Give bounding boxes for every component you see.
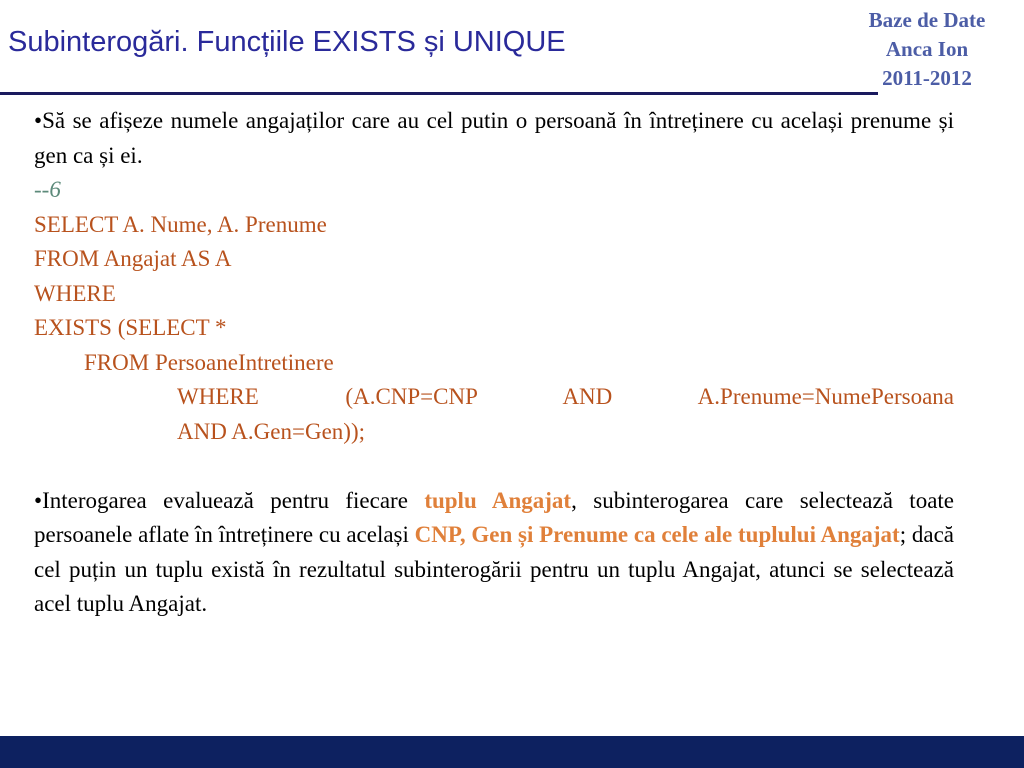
explanation-text-2: , subinterogarea care selectează toate persoanele aflate în întreținere cu același xyxy=(34,487,954,547)
spacer xyxy=(34,449,954,484)
explanation-text-3: ; dacă cel puțin un tuplu există în rezultatul subinterogării pentru un tuplu Angajat, atunci se selectează acel tuplu Angajat. xyxy=(34,522,954,616)
slide-title: Subinterogări. Funcțiile EXISTS și UNIQUE xyxy=(8,26,566,58)
sql-line-subquery-where: WHERE (A.CNP=CNP AND A.Prenume=NumePersoana xyxy=(177,384,954,409)
course-info xyxy=(852,6,1002,93)
sql-line-subquery-from: FROM PersoaneIntretinere xyxy=(84,349,334,375)
sql-line-select: SELECT A. Nume, A. Prenume xyxy=(34,211,327,237)
academic-years: 2011-2012 xyxy=(882,66,972,90)
explanation-paragraph xyxy=(34,484,954,622)
bullet-marker: • xyxy=(34,108,43,133)
author-name: Anca Ion xyxy=(885,37,969,61)
intro-text: Să se afișeze numele angajaților care au cel putin o persoană în întreținere cu același prenume și gen ca și ei. xyxy=(34,108,954,168)
sql-line-from: FROM Angajat AS A xyxy=(34,246,232,271)
highlight-attributes: CNP, Gen și Prenume ca cele ale tuplului Angajat xyxy=(414,522,900,547)
course-name: Baze de Date xyxy=(868,8,986,32)
slide-content xyxy=(34,104,954,622)
intro-paragraph xyxy=(34,104,954,173)
sql-line-exists: EXISTS (SELECT * xyxy=(34,315,227,340)
title-divider xyxy=(0,92,878,95)
sql-line-subquery-and: AND A.Gen=Gen)); xyxy=(177,418,365,444)
query-comment: --6 xyxy=(34,177,61,202)
highlight-tuple: tuplu Angajat xyxy=(424,487,572,513)
explanation-text-1: Interogarea evaluează pentru fiecare xyxy=(42,487,425,513)
sql-line-where: WHERE xyxy=(34,280,116,306)
bullet-marker: • xyxy=(34,487,43,513)
footer-bar xyxy=(0,736,1024,768)
